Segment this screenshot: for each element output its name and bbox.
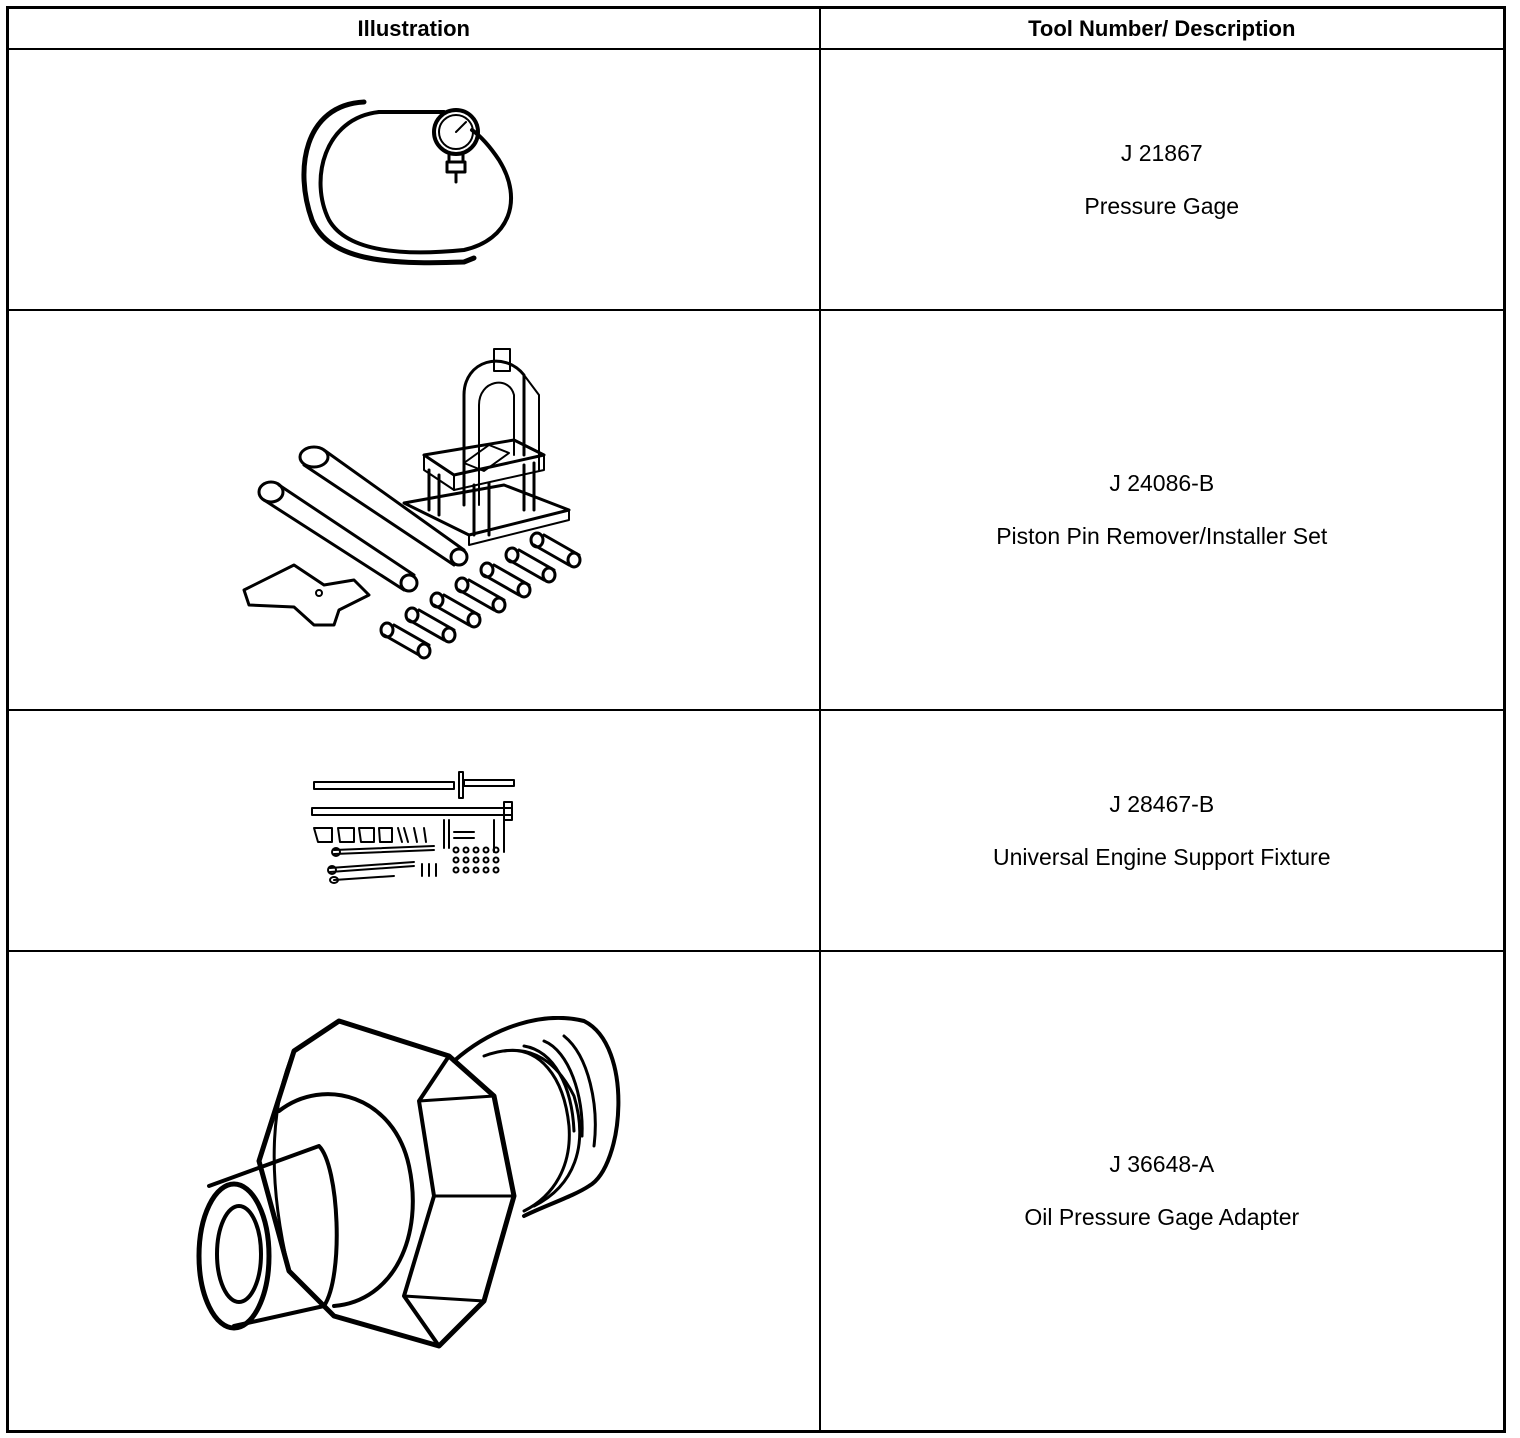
- tool-number: J 28467-B: [1109, 790, 1215, 817]
- header-illustration: Illustration: [8, 8, 820, 50]
- tool-description: Piston Pin Remover/Installer Set: [996, 523, 1328, 549]
- illustration-cell: [8, 710, 820, 951]
- pressure-gage-icon: [294, 90, 534, 270]
- description-cell: [820, 951, 1505, 1431]
- illustration-cell: [8, 951, 820, 1431]
- tools-table: [6, 6, 1506, 1433]
- table-row: [8, 310, 1505, 710]
- illustration-cell: [8, 310, 820, 710]
- tool-number: J 21867: [1120, 139, 1203, 166]
- engine-support-fixture-icon: [304, 768, 524, 893]
- header-row: [8, 8, 1505, 50]
- table-row: [8, 710, 1505, 951]
- tool-description: Oil Pressure Gage Adapter: [1024, 1203, 1300, 1230]
- table-row: [8, 49, 1505, 310]
- header-description: Tool Number/ Description: [820, 8, 1505, 50]
- oil-pressure-adapter-icon: [194, 1016, 634, 1366]
- tool-number: J 36648-A: [1109, 1150, 1215, 1177]
- table-row: [8, 951, 1505, 1431]
- description-cell: [820, 310, 1505, 710]
- description-cell: [820, 49, 1505, 310]
- tool-description: Pressure Gage: [1084, 192, 1240, 219]
- description-cell: [820, 710, 1505, 951]
- piston-pin-set-icon: [234, 335, 594, 685]
- tool-description: Universal Engine Support Fixture: [993, 843, 1331, 870]
- illustration-cell: [8, 49, 820, 310]
- tool-number: J 24086-B: [1109, 470, 1215, 496]
